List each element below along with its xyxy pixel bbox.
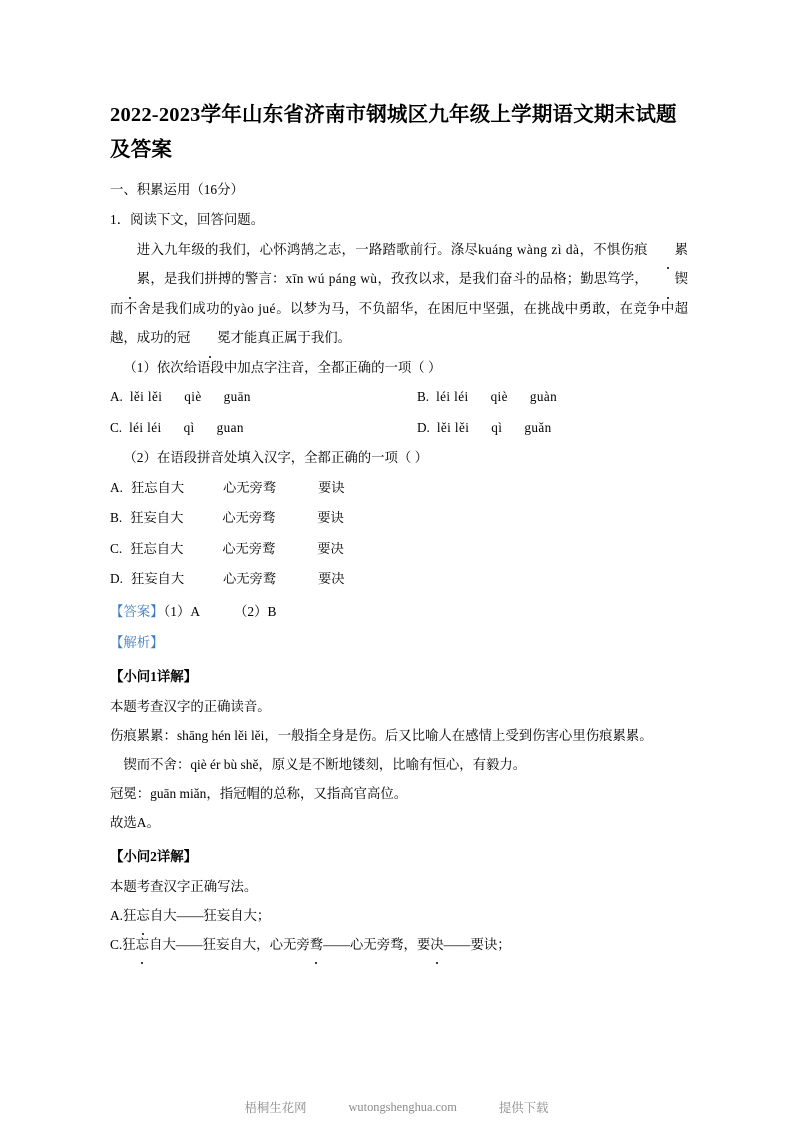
hanzi-option-c-word-3: 要决 (317, 540, 344, 556)
option-a-pinyin-1: lěi lěi (129, 389, 163, 404)
hanzi-option-a-word-2: 心无旁骛 (222, 479, 277, 495)
option-b-letter: B. (417, 389, 430, 404)
passage-text-3: ，是我们拼搏的警言： (150, 271, 286, 286)
explanation-2-heading: 【小问2详解】 (110, 848, 198, 864)
hanzi-option-d-word-3: 要决 (317, 571, 345, 586)
explanation-1-heading: 【小问1详解】 (110, 668, 198, 684)
explanation-2-line-3 (110, 930, 688, 959)
hanzi-option-b[interactable] (110, 503, 688, 534)
hanzi-option-a-word-1: 狂忘自大 (130, 479, 185, 495)
sub-question-1-stem: （1）依次给语段中加点字注音，全都正确的一项（ ） (123, 359, 442, 375)
option-d-letter: D. (417, 419, 430, 435)
passage-text-6: 。以梦为马，不负韶华，在困厄中坚强，在挑战中勇敢，在竞争中超越，成功的冠 (110, 300, 689, 345)
option-b-pinyin-2: qiè (490, 389, 508, 404)
hanzi-option-a-word-3: 要诀 (317, 479, 345, 495)
dotted-char-mian: 冕 (190, 323, 230, 353)
analysis-label: 【解析】 (110, 634, 164, 650)
explanation-1-line-5: 故选A。 (110, 814, 160, 830)
hanzi-option-d-word-1: 狂妄自大 (130, 571, 185, 586)
exp2-l3-dotted-char-2: 鹜 (310, 930, 323, 959)
passage-pinyin-3: yào jué (233, 300, 276, 316)
section-heading: 一、积累运用（16分） (110, 182, 244, 197)
answer-label: 【答案】 (110, 603, 164, 619)
question-number: 1．阅读下文，回答问题。 (110, 212, 264, 227)
option-b-pinyin-1: léi léi (436, 389, 469, 404)
hanzi-option-b-word-1: 狂妄自大 (130, 510, 184, 525)
option-a-pinyin-3: guān (223, 389, 251, 404)
hanzi-option-d-letter: D. (110, 571, 123, 586)
hanzi-option-b-word-2: 心无旁骛 (222, 510, 276, 525)
option-c-pinyin-2: qì (183, 419, 195, 435)
option-d-pinyin-3: guǎn (524, 419, 552, 435)
page-title: 2022-2023学年山东省济南市钢城区九年级上学期语文期末试题及答案 (110, 104, 677, 161)
option-b-pinyin-3: guàn (529, 389, 558, 404)
sub-question-2-stem: （2）在语段拼音处填入汉字，全都正确的一项（ ） (123, 450, 429, 465)
hanzi-option-d[interactable] (110, 564, 688, 595)
option-c-pinyin-1: léi léi (129, 419, 162, 435)
reading-passage (110, 235, 688, 353)
pinyin-option-row-2 (110, 413, 688, 444)
explanation-1-line-2: 伤痕累累：shāng hén lěi lěi，一般指全身是伤。后又比喻人在感情上受到伤害心里伤痕累累。 (110, 727, 653, 743)
hanzi-option-c-word-1: 狂忘自大 (130, 540, 184, 556)
answer-line (110, 597, 688, 626)
hanzi-option-c-letter: C. (110, 540, 123, 556)
passage-pinyin-2: xīn wú páng wù (285, 271, 378, 286)
hanzi-option-a-letter: A. (110, 479, 123, 495)
passage-text-7: 才能真正属于我们。 (230, 330, 352, 345)
hanzi-option-a[interactable] (110, 473, 688, 504)
exp2-l3-mid-1: 自大——狂妄自大，心无旁 (149, 936, 310, 952)
hanzi-option-d-word-2: 心无旁鹜 (222, 571, 277, 586)
hanzi-option-b-letter: B. (110, 510, 123, 525)
exp2-l3-dotted-char-1: 忘 (136, 930, 149, 959)
explanation-1-line-1: 本题考查汉字的正确读音。 (110, 698, 271, 714)
exp2-l3-dotted-char-3: 决 (430, 930, 443, 959)
exp2-l3-post: ——要诀； (443, 936, 511, 952)
footer-url: wutongshenghua.com (348, 1099, 457, 1114)
option-a[interactable] (110, 382, 399, 413)
explanation-2-line-2 (110, 901, 688, 930)
pinyin-option-row-1 (110, 382, 688, 413)
footer-action: 提供下载 (498, 1101, 549, 1115)
passage-text-2: ，不惧伤痕 (579, 241, 648, 257)
footer-site-name: 梧桐生花网 (244, 1101, 307, 1115)
answer-value-2: （2）B (234, 603, 277, 619)
exp2-l2-dotted-char: 忘 (136, 901, 149, 930)
option-a-letter: A. (110, 389, 123, 404)
document-content (110, 98, 688, 959)
hanzi-option-c-word-2: 心无旁鹜 (222, 540, 276, 556)
hanzi-option-b-word-3: 要诀 (317, 510, 344, 525)
passage-text-4: ，孜孜以求，是我们奋斗的品格；勤思笃学， (377, 271, 648, 286)
option-a-pinyin-2: qiè (184, 389, 202, 404)
passage-text-5: 而不舍是我们成功的 (110, 300, 234, 316)
exp2-l2-pre: A.狂 (110, 907, 137, 923)
dotted-char-leilei-2: 累 (110, 264, 150, 294)
option-d-pinyin-2: qì (491, 419, 503, 435)
exp2-l3-pre: C.狂 (110, 936, 136, 952)
dotted-char-leilei-1: 累 (648, 235, 688, 265)
page-footer (0, 1098, 793, 1116)
explanation-2-line-1: 本题考查汉字正确写法。 (110, 878, 258, 894)
option-d[interactable] (399, 413, 688, 444)
option-d-pinyin-1: lěi lěi (436, 419, 470, 435)
explanation-1-line-3: 锲而不舍：qiè ér bù shě，原义是不断地镂刻，比喻有恒心，有毅力。 (123, 756, 527, 772)
option-b[interactable] (399, 382, 688, 413)
dotted-char-qie: 锲 (648, 264, 688, 294)
explanation-1-line-4: 冠冕：guān miǎn，指冠帽的总称，又指高官高位。 (110, 785, 408, 801)
hanzi-option-c[interactable] (110, 534, 688, 565)
option-c-letter: C. (110, 419, 123, 435)
option-c[interactable] (110, 413, 399, 444)
exp2-l2-post: 自大——狂妄自大； (149, 907, 271, 923)
answer-value-1: （1）A (163, 603, 201, 619)
passage-text-1: 进入九年级的我们，心怀鸿鹄之志，一路踏歌前行。涤尽 (136, 241, 479, 257)
option-c-pinyin-3: guan (216, 419, 244, 435)
passage-pinyin-1: kuáng wàng zì dà (478, 241, 580, 257)
exp2-l3-mid-2: ——心无旁骛，要 (323, 936, 431, 952)
